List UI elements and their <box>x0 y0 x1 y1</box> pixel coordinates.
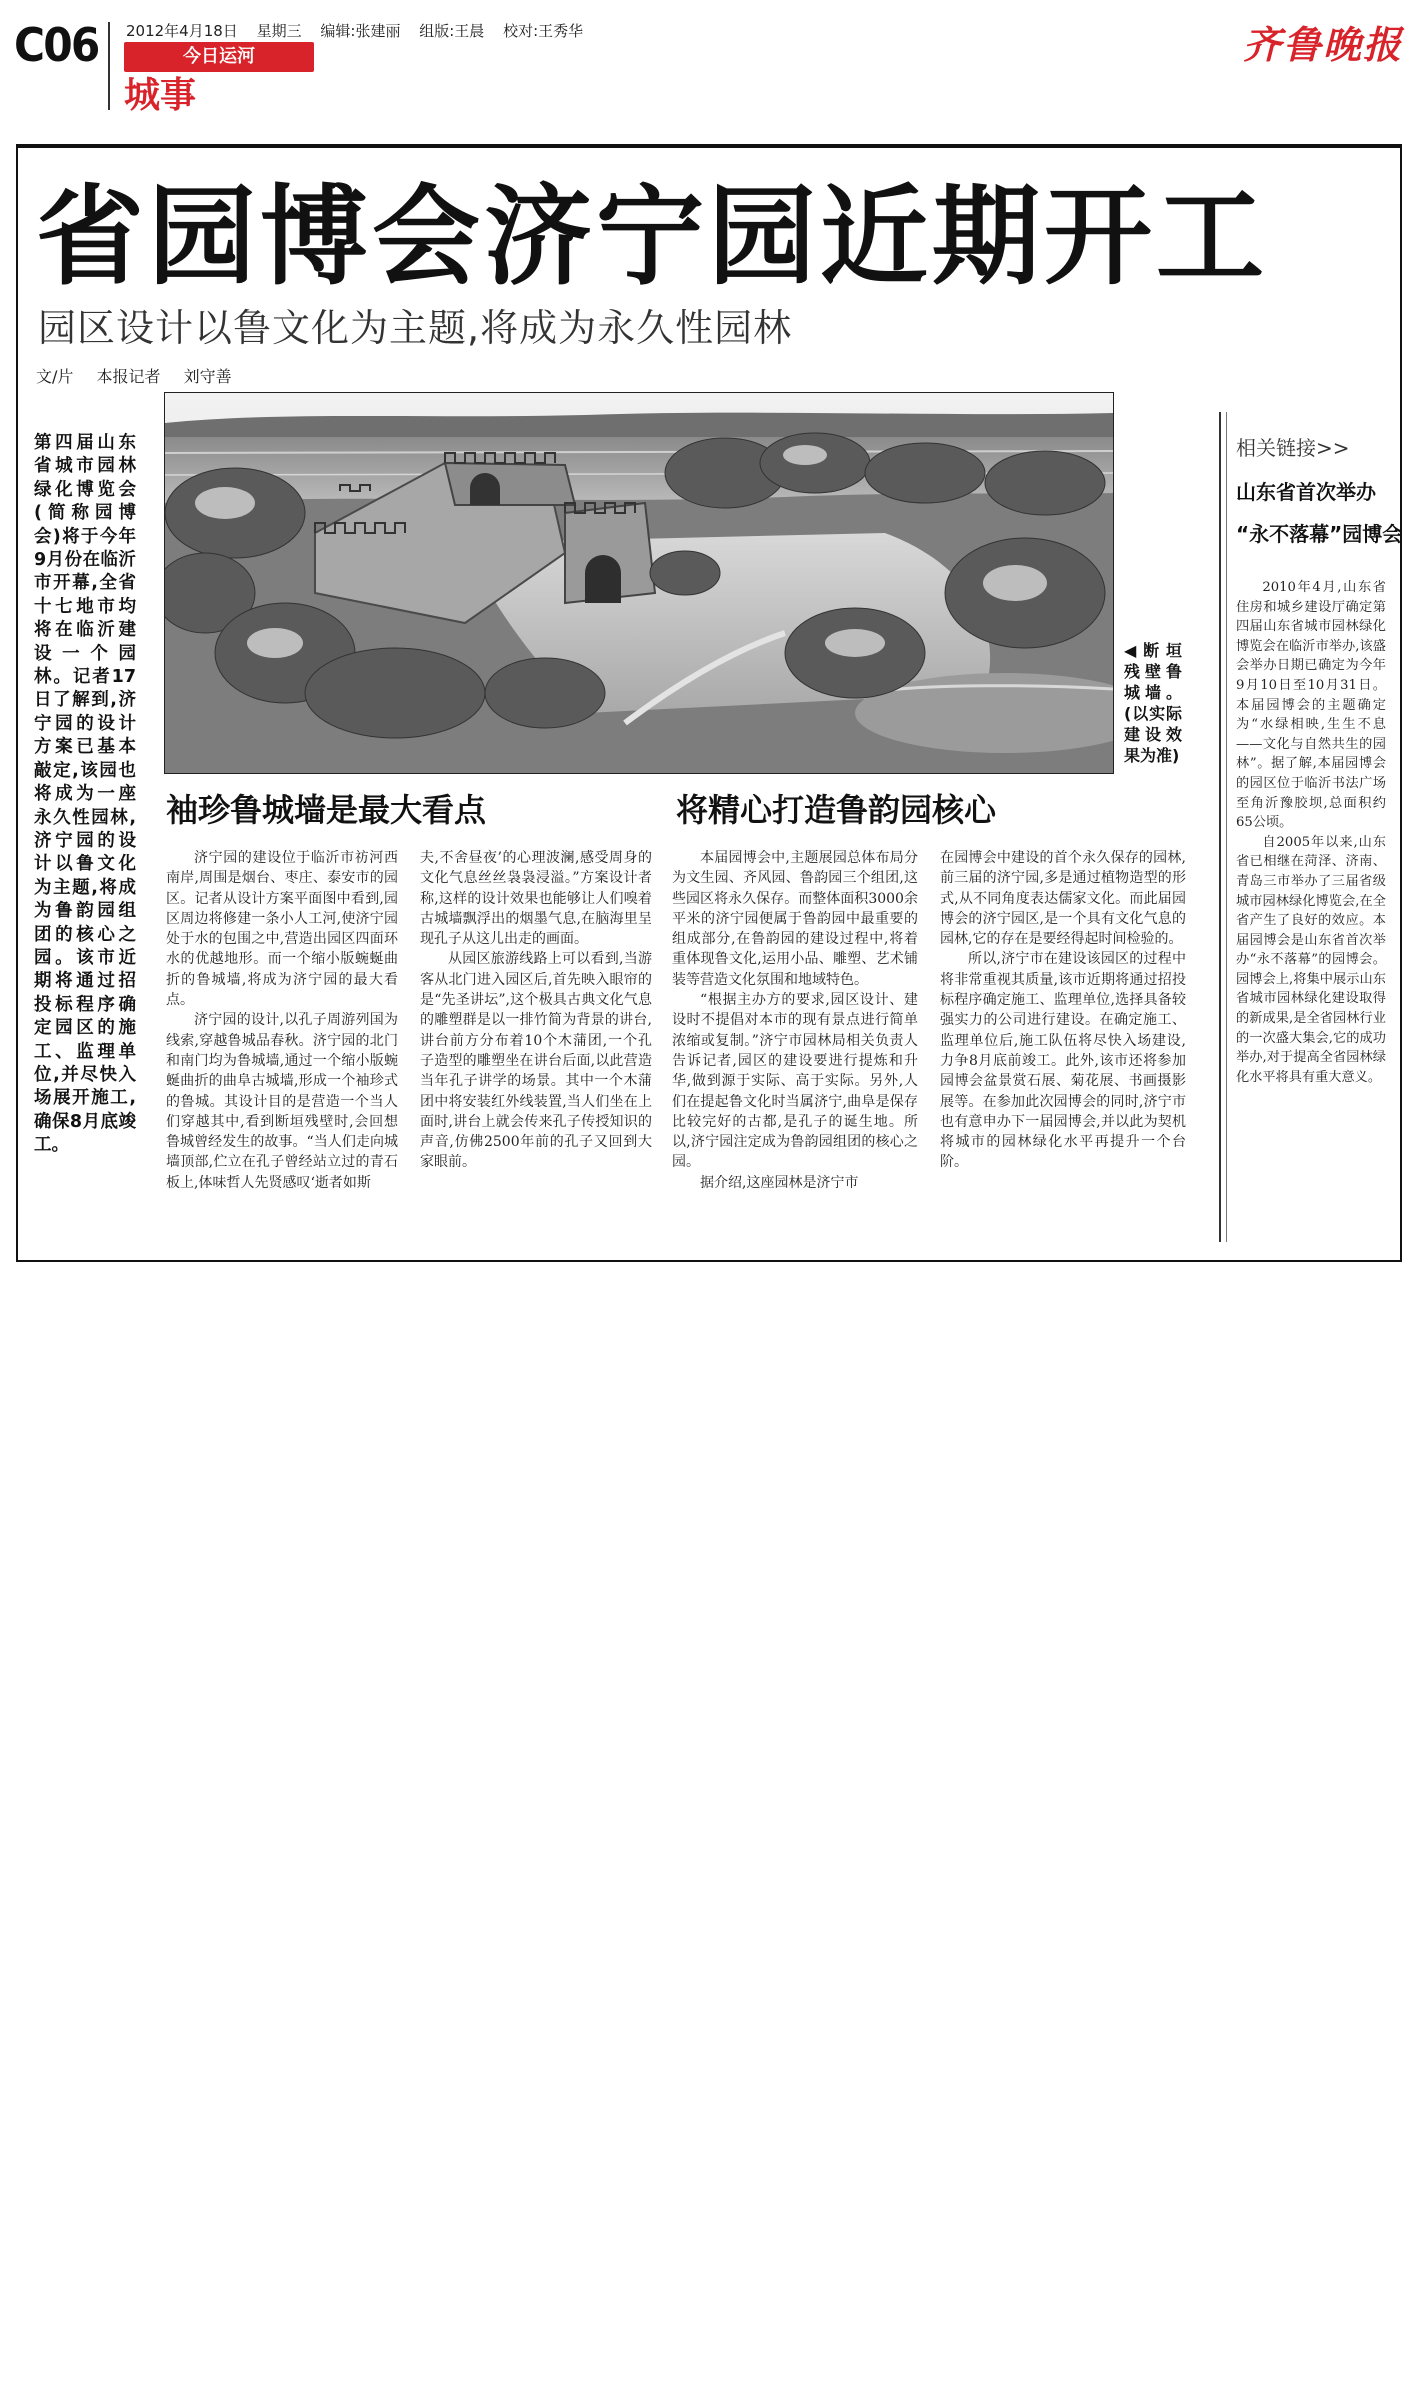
body-paragraph: 在园博会中建设的首个永久保存的园林,前三届的济宁园,多是通过植物造型的形式,从不同角度表达儒家文化。而此届园博会的济宁园区,是一个具有文化气息的园林,它的存在是要经得起时间检验的。 <box>940 850 1186 948</box>
section-title-luyun-core: 将精心打造鲁韵园核心 <box>676 791 997 829</box>
editor-credit: 编辑:张建丽 <box>320 22 401 40</box>
sidebar-paragraph: 自2005年以来,山东省已相继在菏泽、济南、青岛三市举办了三届省级城市园林绿化博览会,在全省产生了良好的效应。本届园博会是山东省首次举办“永不落幕”的园博会。园博会上,将集中展示山东省城市园林绿化建设取得的新成果,是全省园林行业的一次盛大集会,它的成功举办,对于提高全省园林绿化水平将具有重大意义。 <box>1236 834 1386 1085</box>
proof-credit: 校对:王秀华 <box>503 22 584 40</box>
sidebar-paragraph: 2010年4月,山东省住房和城乡建设厅确定第四届山东省城市园林绿化博览会在临沂市举办,该盛会举办日期已确定为今年9月10日至10月31日。本届园博会的主题确定为“水绿相映,生生不息——文化与自然共生的园林”。据了解,本届园博会的园区位于临沂书法广场至角沂豫胶坝,总面积约65公顷。 <box>1236 580 1386 831</box>
header-divider <box>108 22 110 110</box>
body-paragraph: 济宁园的设计,以孔子周游列国为线索,穿越鲁城品春秋。济宁园的北门和南门均为鲁城墙,通过一个缩小版蜿蜒曲折的曲阜古城墙,形成一个袖珍式的鲁城。其设计目的是营造一个当人们穿越其中,看到断垣残壁时,会回想鲁城曾经发生的故事。“当人们走向城墙顶部,伫立在孔子曾经站立过的青石板上,体味哲人先贤感叹‘逝者如斯 <box>166 1012 398 1191</box>
byline-reporter: 刘守善 <box>183 367 232 386</box>
body-column-4 <box>940 848 1186 1173</box>
issue-date: 2012年4月18日 <box>126 22 238 40</box>
related-link-label: 相关链接>> <box>1236 436 1350 460</box>
article-byline <box>36 364 250 387</box>
body-paragraph: 济宁园的建设位于临沂市祊河西南岸,周围是烟台、枣庄、泰安市的园区。记者从设计方案平面图中看到,园区周边将修建一条小人工河,使济宁园处于水的包围之中,营造出园区四面环水的优越地形。而一个缩小版蜿蜒曲折的鲁城墙,将成为济宁园的最大看点。 <box>166 850 398 1009</box>
body-paragraph: 本届园博会中,主题展园总体布局分为文生园、齐风园、鲁韵园三个组团,这些园区将永久保存。而整体面积3000余平米的济宁园便属于鲁韵园中最重要的组成部分,在鲁韵园的建设过程中,将着重体现鲁文化,运用小品、雕塑、艺术铺装等营造文化氛围和地域特色。 <box>672 850 918 988</box>
body-paragraph: 从园区旅游线路上可以看到,当游客从北门进入园区后,首先映入眼帘的是“先圣讲坛”,这个极具古典文化气息的雕塑群是以一排竹简为背景的讲台,讲台前方分布着10个木蒲团,一个孔子造型的雕塑坐在讲台后面,以此营造当年孔子讲学的场景。其中一个木蒲团中将安装红外线装置,当人们坐在上面时,讲台上就会传来孔子传授知识的声音,仿佛2500年前的孔子又回到大家眼前。 <box>420 951 652 1171</box>
body-column-3 <box>672 848 918 1193</box>
sidebar-divider-thin <box>1226 412 1227 1242</box>
layout-credit: 组版:王晨 <box>419 22 485 40</box>
section-name: 城事 <box>124 75 197 116</box>
body-paragraph: 夫,不舍昼夜’的心理波澜,感受周身的文化气息丝丝袅袅浸溢。”方案设计者称,这样的设计效果也能够让人们嗅着古城墙飘浮出的烟墨气息,在脑海里呈现孔子从这儿出走的画面。 <box>420 850 652 948</box>
page-number: C06 <box>14 18 99 72</box>
article-subheadline: 园区设计以鲁文化为主题,将成为永久性园林 <box>38 306 793 350</box>
sidebar-body <box>1236 578 1386 1087</box>
issue-weekday: 星期三 <box>256 22 302 40</box>
byline-reporter-label: 本报记者 <box>96 367 161 386</box>
section-title-city-wall: 袖珍鲁城墙是最大看点 <box>166 791 487 829</box>
garden-rendering-photo <box>164 392 1114 774</box>
article-lead: 第四届山东省城市园林绿化博览会(简称园博会)将于今年9月份在临沂市开幕,全省十七地市均将在临沂建设一个园林。记者17日了解到,济宁园的设计方案已基本敲定,该园也将成为一座永久性园林,济宁园的设计以鲁文化为主题,将成为鲁韵园组团的核心之园。该市近期将通过招投标程序确定园区的施工、监理单位,并尽快入场展开施工,确保8月底竣工。 <box>34 433 136 1156</box>
sidebar-title-line1: 山东省首次举办 <box>1236 480 1376 504</box>
sidebar-title-line2: “永不落幕”园博会 <box>1236 522 1403 546</box>
body-column-2 <box>420 848 652 1173</box>
body-paragraph: 据介绍,这座园林是济宁市 <box>700 1174 859 1191</box>
newspaper-masthead-logo: 齐鲁晚报 <box>1242 22 1403 67</box>
photo-caption: ◀断垣残壁鲁城墙。(以实际建设效果为准) <box>1124 641 1182 765</box>
article-headline: 省园博会济宁园近期开工 <box>36 175 1269 300</box>
byline-label: 文/片 <box>36 367 74 386</box>
body-column-1 <box>166 848 398 1193</box>
header-meta <box>126 20 597 41</box>
body-paragraph: 所以,济宁市在建设该园区的过程中将非常重视其质量,该市近期将通过招投标程序确定施工、监理单位,选择具备较强实力的公司进行建设。在确定施工、监理单位后,施工队伍将尽快入场建设,力争8月底前竣工。此外,该市还将参加园博会盆景赏石展、菊花展、书画摄影展等。在参加此次园博会的同时,济宁市也有意申办下一届园博会,并以此为契机将城市的园林绿化水平再提升一个台阶。 <box>940 951 1186 1171</box>
sidebar-divider <box>1219 412 1221 1242</box>
section-tag: 今日运河 <box>124 42 314 72</box>
body-paragraph: “根据主办方的要求,园区设计、建设时不提倡对本市的现有景点进行简单浓缩或复制。”济宁市园林局相关负责人告诉记者,园区的建设要进行提炼和升华,做到源于实际、高于实际。另外,人们在提起鲁文化时当属济宁,曲阜是保存比较完好的古都,是孔子的诞生地。所以,济宁园注定成为鲁韵园组团的核心之园。 <box>672 992 918 1171</box>
